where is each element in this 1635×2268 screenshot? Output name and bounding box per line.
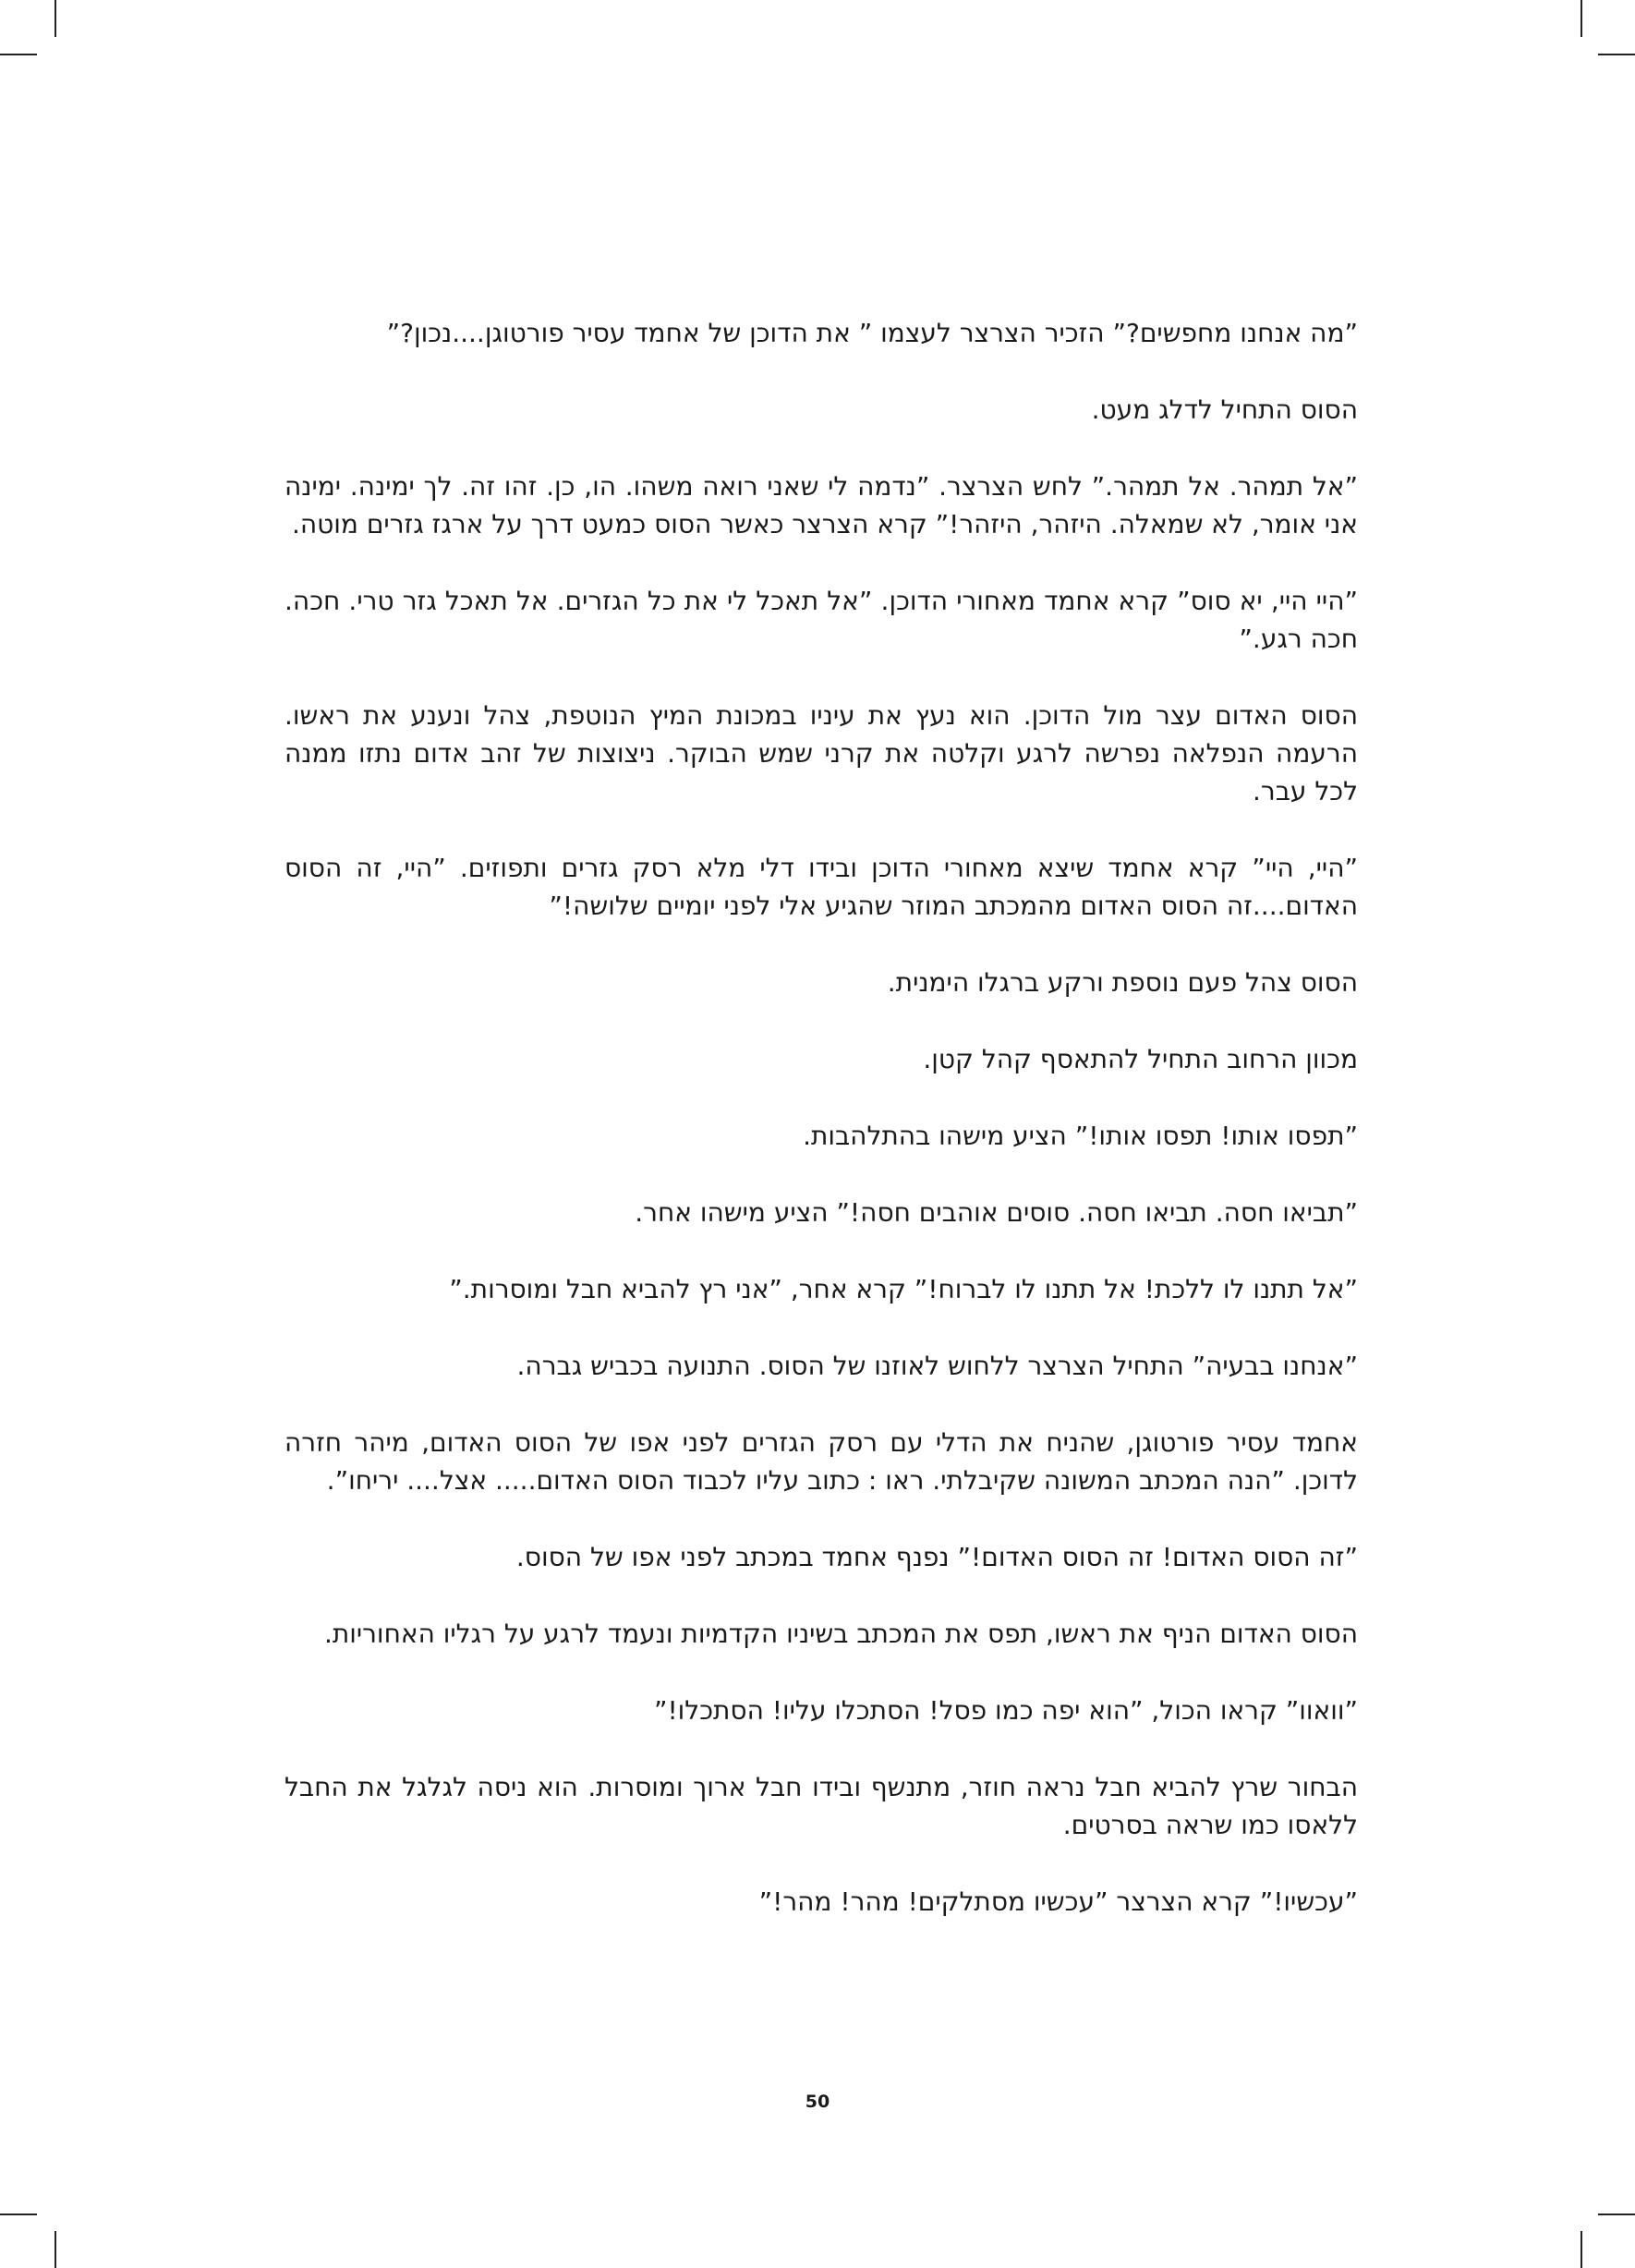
crop-mark-bottom-left-vertical [54, 2231, 56, 2268]
paragraph: אחמד עסיר פורטוגן, שהניח את הדלי עם רסק הגזרים לפני אפו של הסוס האדום, מיהר חזרה לדוכן. ”הנה המכתב המשונה שקיבלתי. ראו : כתוב עליו לכבוד הסוס האדום..... אצל.... יריחו”. [285, 1427, 1358, 1496]
paragraph: מכוון הרחוב התחיל להתאסף קהל קטן. [923, 1044, 1358, 1074]
crop-mark-top-left-horizontal [0, 54, 37, 55]
paragraph: ”היי היי, יא סוס” קרא אחמד מאחורי הדוכן. ”אל תאכל לי את כל הגזרים. אל תאכל גזר טרי. חכה. חכה רגע.” [285, 586, 1358, 654]
crop-mark-bottom-right-vertical [1580, 2231, 1582, 2268]
paragraph: הבחור שרץ להביא חבל נראה חוזר, מתנשף ובידו חבל ארוך ומוסרות. הוא ניסה לגלגל את החבל ללאסו כמו שראה בסרטים. [285, 1772, 1358, 1840]
paragraph: ”עכשיו!” קרא הצרצר ”עכשיו מסתלקים! מהר! מהר!” [758, 1886, 1358, 1917]
crop-mark-bottom-left-horizontal [0, 2213, 37, 2215]
paragraph: ”אל תמהר. אל תמהר.” לחש הצרצר. ”נדמה לי שאני רואה משהו. הו, כן. זהו זה. לך ימינה. ימינה אני אומר, לא שמאלה. היזהר, היזהר!” קרא הצרצר כאשר הסוס כמעט דרך על ארגז גזרים מוטה. [285, 471, 1358, 540]
paragraph: ”אנחנו בבעיה” התחיל הצרצר ללחוש לאוזנו של הסוס. התנועה בכביש גברה. [516, 1351, 1358, 1381]
paragraph: ”זה הסוס האדום! זה הסוס האדום!” נפנף אחמד במכתב לפני אפו של הסוס. [515, 1542, 1358, 1572]
paragraph: ”תפסו אותו! תפסו אותו!” הציע מישהו בהתלהבות. [803, 1121, 1358, 1151]
paragraph: ”וואוו” קראו הכול, ”הוא יפה כמו פסל! הסתכלו עליו! הסתכלו!” [653, 1695, 1358, 1726]
paragraph: הסוס התחיל לדלג מעט. [1091, 394, 1358, 425]
crop-mark-bottom-right-horizontal [1598, 2213, 1635, 2215]
paragraph: הסוס האדום הניף את ראשו, תפס את המכתב בשיניו הקדמיות ונעמד לרגע על רגליו האחוריות. [323, 1619, 1358, 1649]
paragraph: ”היי, היי” קרא אחמד שיצא מאחורי הדוכן ובידו דלי מלא רסק גזרים ותפוזים. ”היי, זה הסוס האדום....זה הסוס האדום מהמכתב המוזר שהגיע אלי לפני יומיים שלושה!” [285, 853, 1358, 921]
paragraph: הסוס האדום עצר מול הדוכן. הוא נעץ את עיניו במכונת המיץ הנוטפת, צהל ונענע את ראשו. הרעמה הנפלאה נפרשה לרגע וקלטה את קרני שמש הבוקר. ניצוצות של זהב אדום נתזו ממנה לכל עבר. [285, 700, 1358, 807]
crop-mark-top-right-vertical [1580, 0, 1582, 37]
paragraph: ”אל תתנו לו ללכת! אל תתנו לו לברוח!” קרא אחר, ”אני רץ להביא חבל ומוסרות.” [449, 1274, 1358, 1304]
paragraph: ”מה אנחנו מחפשים?” הזכיר הצרצר לעצמו ” את הדוכן של אחמד עסיר פורטוגן....נכון?” [386, 318, 1358, 348]
page-number: 50 [805, 2092, 830, 2112]
crop-mark-top-left-vertical [54, 0, 56, 37]
paragraph: ”תביאו חסה. תביאו חסה. סוסים אוהבים חסה!” הציע מישהו אחר. [635, 1197, 1358, 1228]
page-body [285, 314, 1358, 1959]
paragraph: הסוס צהל פעם נוספת ורקע ברגלו הימנית. [887, 967, 1358, 998]
crop-mark-top-right-horizontal [1598, 54, 1635, 55]
